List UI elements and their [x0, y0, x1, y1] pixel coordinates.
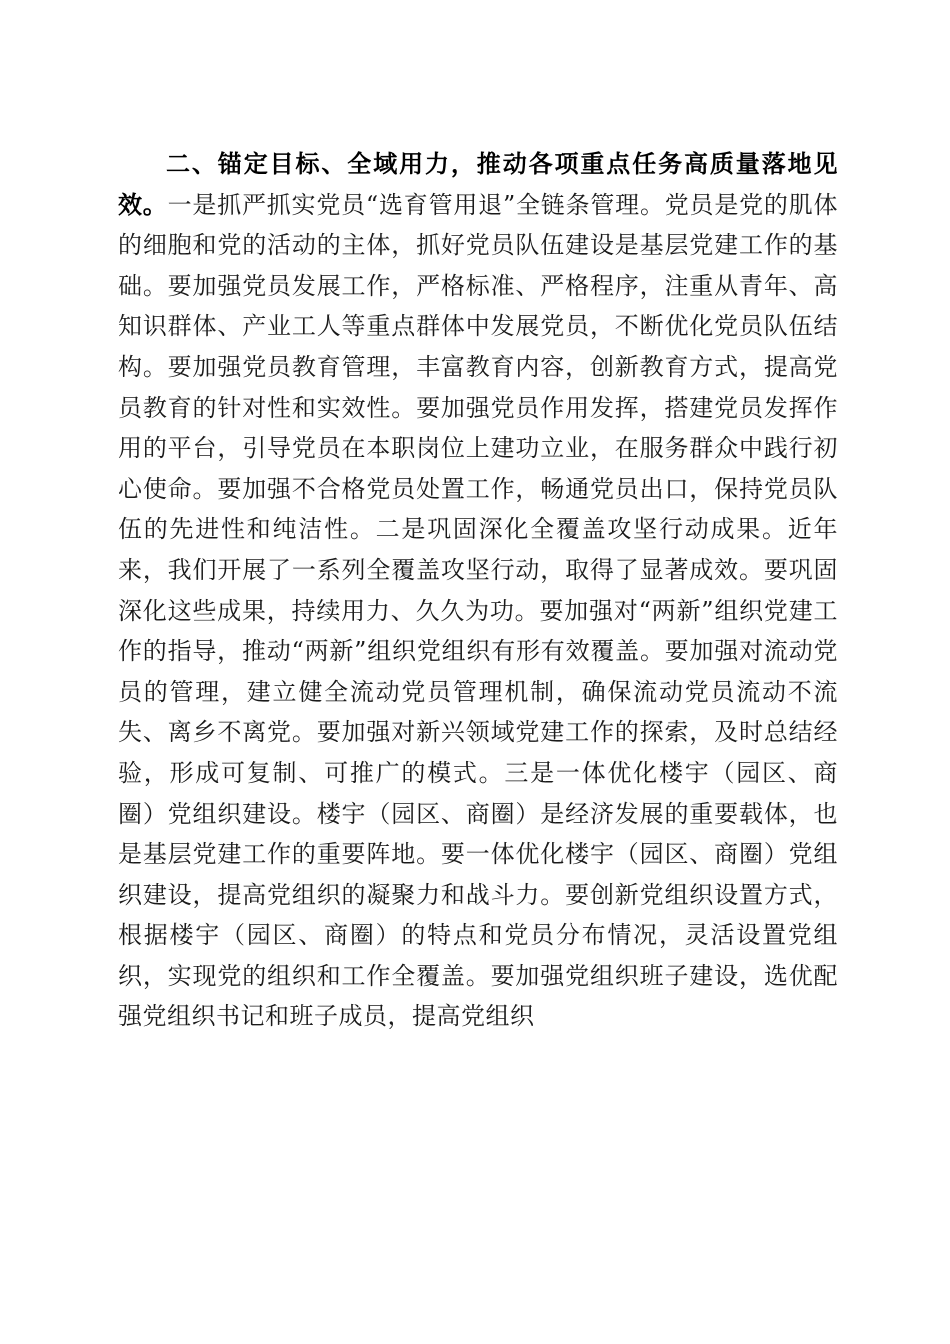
section-heading: 二、锚定目标、全域用力，推动各项重点任务高质量落地见效。 [118, 150, 838, 219]
body-paragraph [118, 144, 838, 1037]
paragraph-text: 一是抓严抓实党员“选育管用退”全链条管理。党员是党的肌体的细胞和党的活动的主体，抓好党员队伍建设是基层党建工作的基础。要加强党员发展工作，严格标准、严格程序，注重从青年、高知识群体、产业工人等重点群体中发展党员，不断优化党员队伍结构。要加强党员教育管理，丰富教育内容，创新教育方式，提高党员教育的针对性和实效性。要加强党员作用发挥，搭建党员发挥作用的平台，引导党员在本职岗位上建功立业，在服务群众中践行初心使命。要加强不合格党员处置工作，畅通党员出口，保持党员队伍的先进性和纯洁性。二是巩固深化全覆盖攻坚行动成果。近年来，我们开展了一系列全覆盖攻坚行动，取得了显著成效。要巩固深化这些成果，持续用力、久久为功。要加强对“两新”组织党建工作的指导，推动“两新”组织党组织有形有效覆盖。要加强对流动党员的管理，建立健全流动党员管理机制，确保流动党员流动不流失、离乡不离党。要加强对新兴领域党建工作的探索，及时总结经验，形成可复制、可推广的模式。三是一体优化楼宇（园区、商圈）党组织建设。楼宇（园区、商圈）是经济发展的重要载体，也是基层党建工作的重要阵地。要一体优化楼宇（园区、商圈）党组织建设，提高党组织的凝聚力和战斗力。要创新党组织设置方式，根据楼宇（园区、商圈）的特点和党员分布情况，灵活设置党组织，实现党的组织和工作全覆盖。要加强党组织班子建设，选优配强党组织书记和班子成员，提高党组织 [118, 190, 839, 1031]
